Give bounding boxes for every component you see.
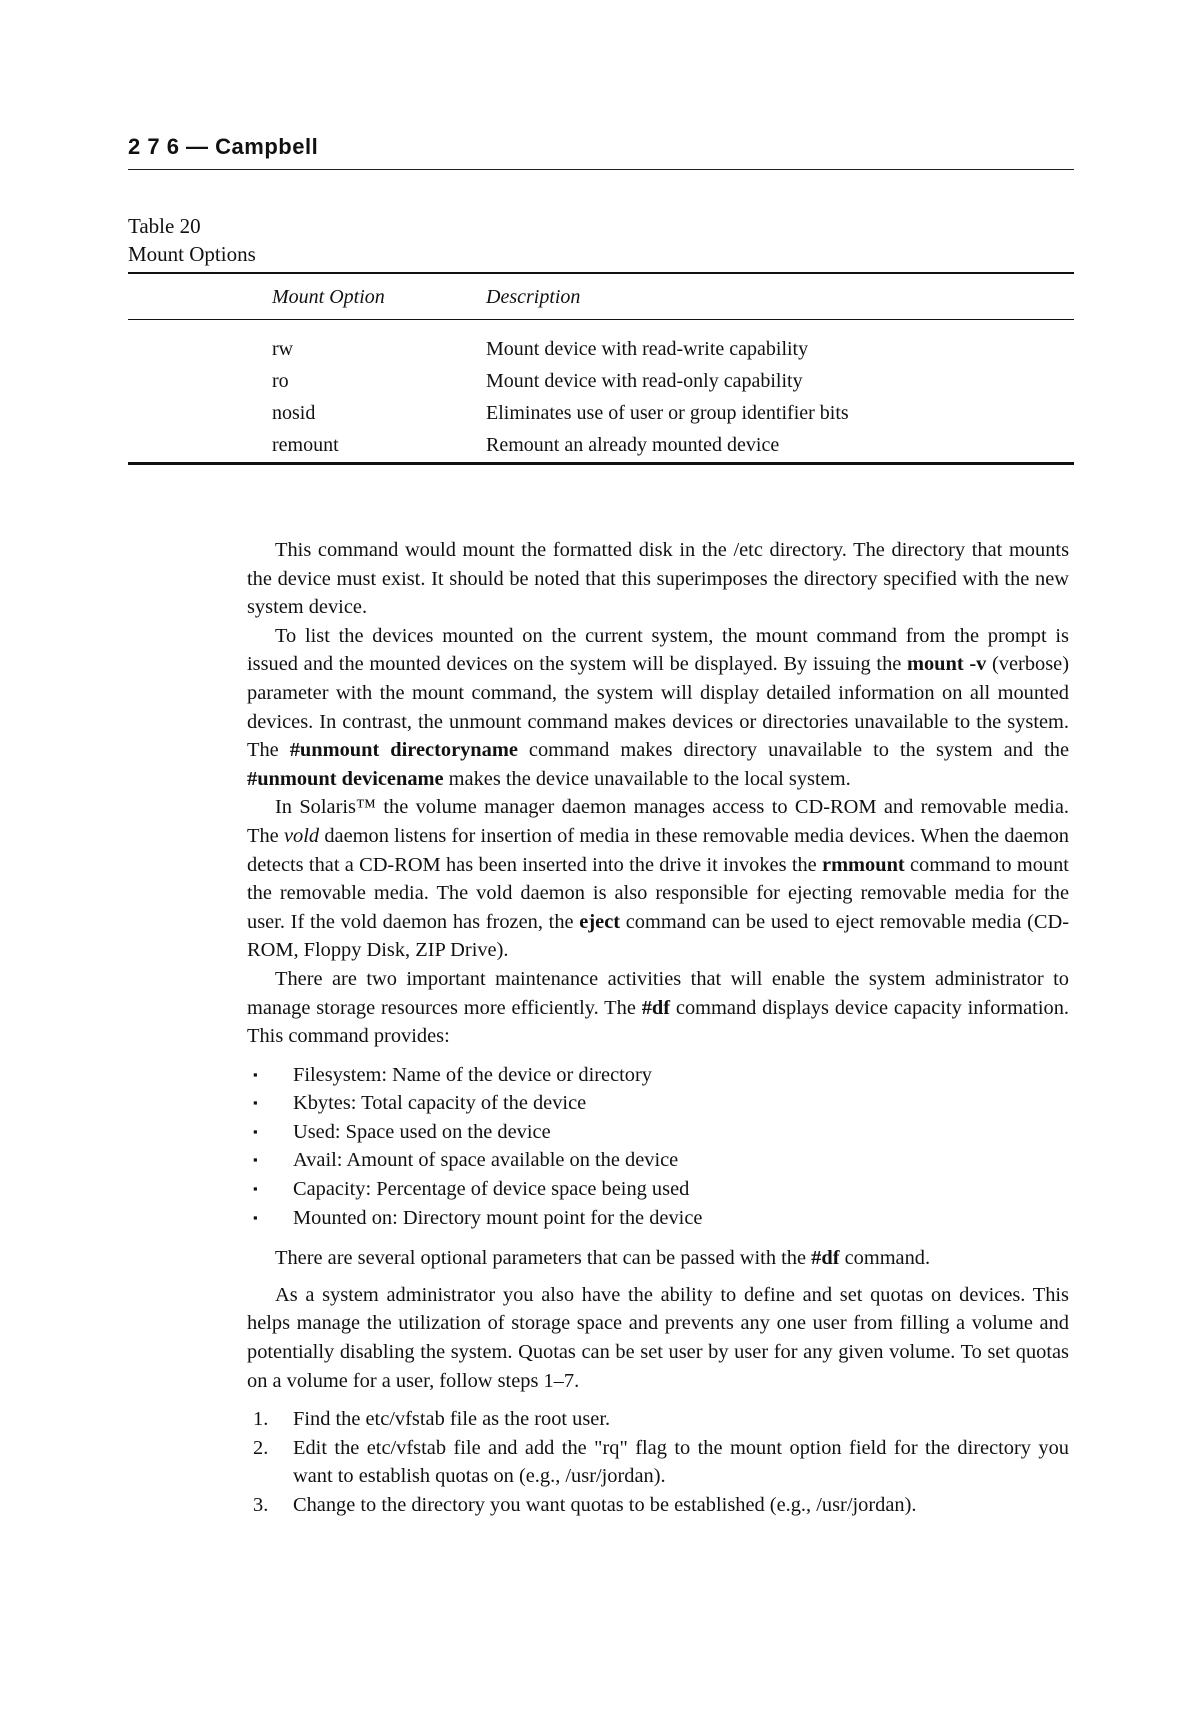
table-bottom-rule [128,462,1074,465]
text-run: command can be used to eject removable media (CD-ROM, Floppy Disk, ZIP Drive). [247,910,1069,962]
list-item: ▪ Kbytes: Total capacity of the device [247,1089,1069,1118]
list-item: ▪ Mounted on: Directory mount point for the device [247,1204,1069,1233]
list-item [247,1405,1069,1434]
list-item: ▪ Capacity: Percentage of device space being used [247,1175,1069,1204]
command-df: #df [641,996,671,1019]
text-run: command to mount the removable media. The vold daemon is also responsible for ejecting removable media for the user. If the vold daemon has frozen, the [247,853,1069,933]
list-item: ▪ Used: Space used on the device [247,1118,1069,1147]
command-rmmount: rmmount [822,853,905,876]
description-cell: Mount device with read-only capability [486,370,803,392]
mount-option-cell: ro [272,370,289,392]
table-row [0,429,1200,461]
description-cell: Mount device with read-write capability [486,338,809,360]
description-cell: Remount an already mounted device [486,434,780,456]
running-head: 2 7 6 — Campbell [128,134,319,159]
text-run: daemon listens for insertion of media in these removable media devices. When the daemon detects that a CD-ROM has been inserted into the drive it invokes the [247,824,1069,876]
table-number: Table 20 [128,214,201,238]
table-top-rule [128,272,1074,274]
paragraph-df-parameters [247,1244,1069,1273]
paragraph-gap [247,1273,1069,1281]
step-number: 3. [253,1494,269,1516]
list-item [247,1491,1069,1520]
table-row [0,365,1200,397]
table-header-rule [128,319,1074,320]
text-run: In Solaris™ the volume manager daemon manages access to CD-ROM and removable media. The [247,796,1069,847]
text-run: There are two important maintenance activities that will enable the system administrator to manage storage resources more efficiently. The [247,967,1069,1019]
text-run: makes the device unavailable to the local system. [443,767,851,790]
table-row [0,333,1200,365]
text-run: (verbose) parameter with the mount command, the system will display detailed information on all mounted devices. In contrast, the unmount command makes devices or directories unavailable to the system. The [247,653,1070,762]
table-row [0,397,1200,429]
table-title: Mount Options [128,242,256,266]
paragraph-mount-directory: This command would mount the formatted disk in the /etc directory. The directory that mounts the device must exist. It should be noted that this superimposes the directory specified with the new system device. [247,539,1069,619]
list-item: ▪ Filesystem: Name of the device or directory [247,1061,1069,1090]
body-text [247,536,1069,1520]
command-df: #df [811,1247,840,1270]
column-header-mount-option: Mount Option [272,286,385,308]
command-unmount-directoryname: #unmount directoryname [289,739,518,762]
header-rule [128,169,1074,170]
paragraph-maintenance [247,965,1069,1051]
paragraph-quotas: As a system administrator you also have the ability to define and set quotas on devices. This helps manage the utilization of storage space and prevents any one user from filling a volume and potentially disabling the system. Quotas can be set user by user for any given volume. To set quotas on a volume for a user, follow steps 1–7. [247,1283,1069,1392]
table-body [0,333,1200,461]
step-number: 2. [253,1436,269,1459]
list-item [247,1434,1069,1491]
term-vold: vold [283,824,320,847]
paragraph-solaris-vold [247,793,1069,965]
text-run: command displays device capacity information. This command provides: [247,996,1069,1048]
text-run: command. [839,1247,931,1270]
step-text: Find the etc/vfstab file as the root user. [293,1408,611,1431]
step-text: Edit the etc/vfstab file and add the "rq" flag to the mount option field for the directory you want to establish quotas on (e.g., /usr/jordan). [293,1436,1069,1488]
mount-option-cell: nosid [272,402,316,424]
table-caption [128,212,256,268]
paragraph-list-devices [247,622,1069,794]
description-cell: Eliminates use of user or group identifier bits [486,402,849,424]
df-output-fields-list [247,1061,1069,1233]
quota-steps-list [247,1405,1069,1519]
step-text: Change to the directory you want quotas to be established (e.g., /usr/jordan). [293,1494,917,1516]
command-mount-v: mount -v [907,653,987,676]
command-eject: eject [579,910,621,933]
text-run: There are several optional parameters that can be passed with the [275,1247,812,1270]
text-run: To list the devices mounted on the current system, the mount command from the prompt is issued and the mounted devices on the system will be displayed. By issuing the [247,624,1069,676]
command-unmount-devicename: #unmount devicename [247,767,444,790]
list-item: ▪ Avail: Amount of space available on the device [247,1146,1069,1175]
mount-option-cell: remount [272,434,339,456]
mount-option-cell: rw [272,338,294,360]
step-number: 1. [253,1408,269,1431]
text-run: command makes directory unavailable to the system and the [517,739,1069,762]
column-header-description: Description [486,286,581,308]
